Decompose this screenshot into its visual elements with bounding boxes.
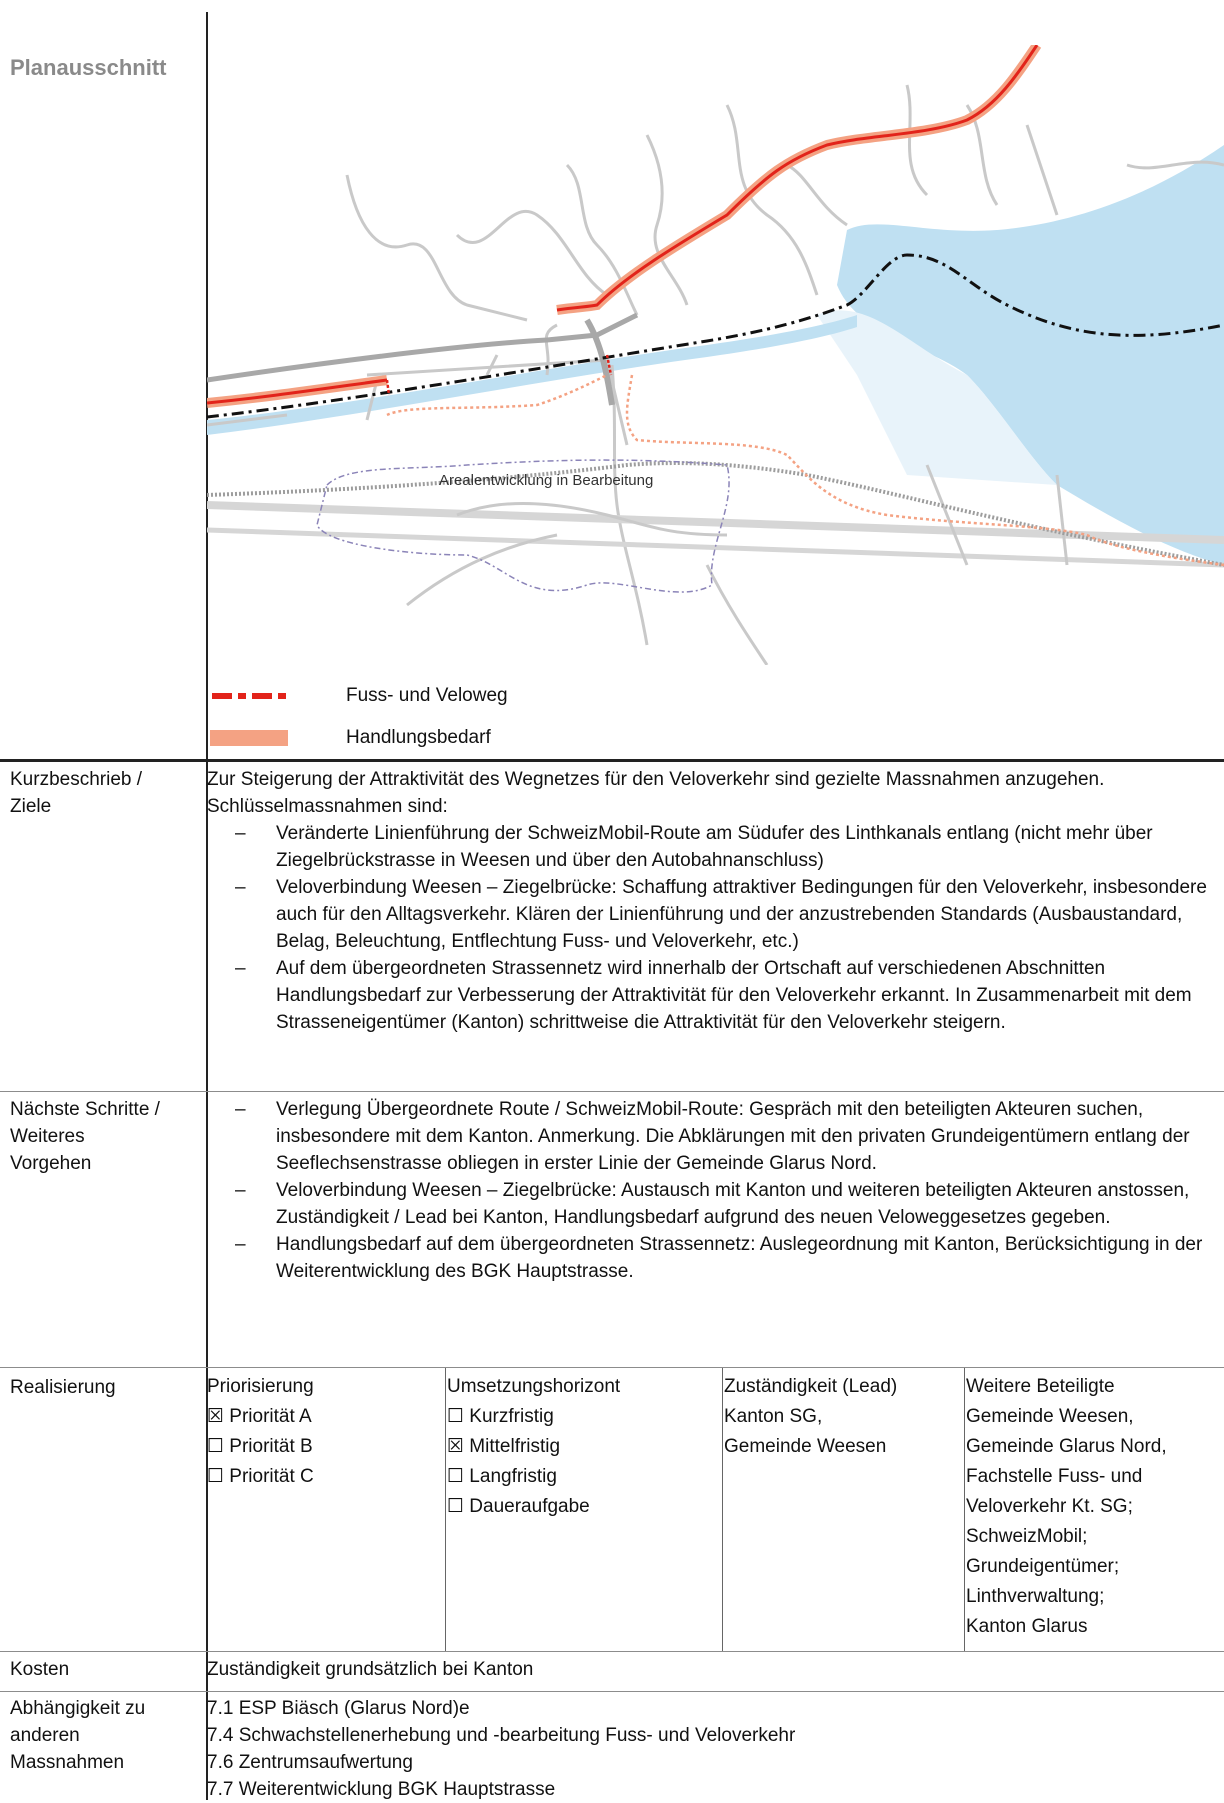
column-divider bbox=[445, 1368, 446, 1651]
plan-map bbox=[207, 45, 1224, 665]
priority-b-checkbox[interactable]: ☐ Priorität B bbox=[207, 1436, 313, 1457]
zustaendigkeit-header: Zuständigkeit (Lead) bbox=[724, 1376, 898, 1397]
list-item: – Veloverbindung Weesen – Ziegelbrücke: Austausch mit Kanton und weiteren beteiligten Akteuren anstossen, Zuständigkeit / Lead bei Kanton, Handlungsbedarf aufgrund des neuen Veloweggesetzes gegeben. bbox=[207, 1177, 1221, 1231]
list-item: – Veränderte Linienführung der SchweizMobil-Route am Südufer des Linthkanals entlang (nicht mehr über Ziegelbrückstrasse in Weesen und über den Autobahnanschluss) bbox=[207, 820, 1221, 874]
langfristig-checkbox[interactable]: ☐ Langfristig bbox=[447, 1466, 557, 1487]
mittelfristig-checkbox[interactable]: ☒ Mittelfristig bbox=[447, 1436, 561, 1457]
column-divider bbox=[722, 1368, 723, 1651]
beteiligte-column: Weitere Beteiligte Gemeinde Weesen, Gemeinde Glarus Nord, Fachstelle Fuss- und Veloverkehr Kt. SG; SchweizMobil; Grundeigentümer; Linthverwaltung; Kanton Glarus bbox=[966, 1372, 1167, 1642]
list-item: – Veloverbindung Weesen – Ziegelbrücke: Schaffung attraktiver Bedingungen für den Veloverkehr, insbesondere auch für den Alltagsverkehr. Klären der Linienführung und der anzustrebenden Standards (Ausbaustandard, Belag, Beleuchtung, Entflechtung Fuss- und Veloverkehr, etc.) bbox=[207, 874, 1221, 955]
priorisierung-header: Priorisierung bbox=[207, 1376, 314, 1397]
row-label-abhaengigkeit: Abhängigkeit zu anderen Massnahmen bbox=[10, 1698, 146, 1773]
kurzbeschrieb-content bbox=[207, 766, 1221, 1036]
list-item: 7.4 Schwachstellenerhebung und -bearbeitung Fuss- und Veloverkehr bbox=[207, 1725, 796, 1746]
section-title: Planausschnitt bbox=[10, 55, 167, 80]
list-item: – Auf dem übergeordneten Strassennetz wird innerhalb der Ortschaft auf verschiedenen Abschnitten Handlungsbedarf zur Verbesserung der Attraktivität für den Veloverkehr erkannt. In Zusammenarbeit mit dem Strasseneigentümer (Kanton) schrittweise die Attraktivität für den Veloverkehr steigern. bbox=[207, 955, 1221, 1036]
area-label: Arealentwicklung in Bearbeitung bbox=[439, 472, 654, 489]
kurzbeschrieb-intro: Zur Steigerung der Attraktivität des Wegnetzes für den Veloverkehr sind gezielte Massnahmen anzugehen. Schlüsselmassnahmen sind: bbox=[207, 769, 1105, 817]
row-divider bbox=[0, 1091, 1224, 1092]
umsetzungshorizont-column bbox=[447, 1372, 620, 1522]
priority-c-checkbox[interactable]: ☐ Priorität C bbox=[207, 1466, 314, 1487]
list-item: 7.1 ESP Biäsch (Glarus Nord)e bbox=[207, 1698, 470, 1719]
daueraufgabe-checkbox[interactable]: ☐ Daueraufgabe bbox=[447, 1496, 590, 1517]
row-label-kurzbeschrieb: Kurzbeschrieb / Ziele bbox=[10, 769, 143, 817]
priority-a-checkbox[interactable]: ☒ Priorität A bbox=[207, 1406, 312, 1427]
canal bbox=[207, 315, 857, 435]
row-divider bbox=[0, 1367, 1224, 1368]
row-divider bbox=[0, 1691, 1224, 1692]
list-item: 7.7 Weiterentwicklung BGK Hauptstrasse bbox=[207, 1779, 556, 1800]
beteiligte-header: Weitere Beteiligte bbox=[966, 1376, 1115, 1397]
kosten-text: Zuständigkeit grundsätzlich bei Kanton bbox=[207, 1659, 534, 1680]
zustaendigkeit-column: Zuständigkeit (Lead) Kanton SG, Gemeinde Weesen bbox=[724, 1372, 897, 1462]
naechste-schritte-content bbox=[207, 1096, 1221, 1285]
list-item: – Verlegung Übergeordnete Route / SchweizMobil-Route: Gespräch mit den beteiligten Akteuren suchen, insbesondere mit dem Kanton. Anmerkung. Die Abklärungen mit den privaten Grundeigentümern entlang der Seeflechsenstrasse obliegen in erster Linie der Gemeinde Glarus Nord. bbox=[207, 1096, 1221, 1177]
list-item: – Handlungsbedarf auf dem übergeordneten Strassennetz: Auslegeordnung mit Kanton, Berücksichtigung in der Weiterentwicklung des BGK Hauptstrasse. bbox=[207, 1231, 1221, 1285]
row-label-kosten: Kosten bbox=[10, 1659, 70, 1680]
legend-swatch-handlungsbedarf bbox=[210, 730, 288, 746]
row-label-realisierung: Realisierung bbox=[10, 1377, 116, 1398]
row-divider bbox=[0, 1651, 1224, 1652]
list-item: 7.6 Zentrumsaufwertung bbox=[207, 1752, 413, 1773]
legend-label-route: Fuss- und Veloweg bbox=[346, 685, 508, 706]
column-divider bbox=[964, 1368, 965, 1651]
legend-swatch-route bbox=[210, 688, 290, 704]
umsetzungshorizont-header: Umsetzungshorizont bbox=[447, 1376, 621, 1397]
row-label-naechste-schritte: Nächste Schritte / Weiteres Vorgehen bbox=[10, 1099, 160, 1174]
abhaengigkeit-list bbox=[207, 1695, 795, 1803]
legend-label-handlungsbedarf: Handlungsbedarf bbox=[346, 727, 491, 748]
priorisierung-column bbox=[207, 1372, 314, 1492]
kurzfristig-checkbox[interactable]: ☐ Kurzfristig bbox=[447, 1406, 554, 1427]
map-section-divider bbox=[0, 759, 1224, 762]
